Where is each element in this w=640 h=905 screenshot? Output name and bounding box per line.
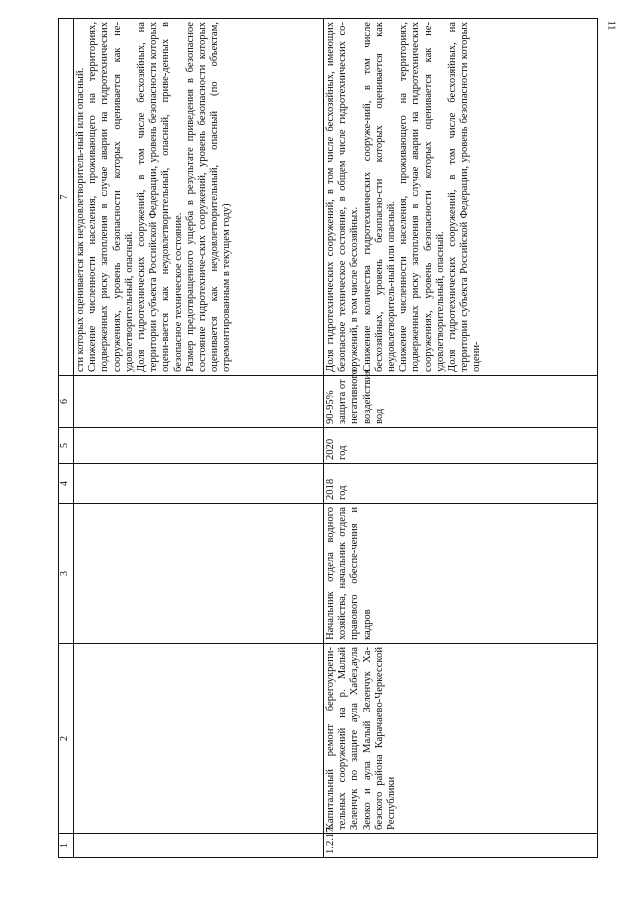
cell-name: Капитальный ремонт берегоукрепи-тельных сооружений на р. Малый Зеленчук по защите аула Хабез,аула Зеюко и аула Малый Зеленчук Ха-безского района Карачаево-Черкесской Республики (324, 644, 598, 834)
cell-start: 2018 год (324, 464, 598, 504)
cell-number: 1.2.17. (324, 834, 598, 858)
cell-start (74, 464, 324, 504)
indicator-text: Снижение численности населения, проживающего на территориях, подверженных риску затопления в случае аварии на гидротехнических сооружениях, уровень безопасности которых оценивается как не-удовлетворительный, опасный. (87, 22, 135, 372)
header-row (59, 19, 74, 858)
cell-name (74, 644, 324, 834)
indicator-text: Размер предотвращенного ущерба в результате приведения в безопасное состояние гидротехниче-ских сооружений, уровень безопасности которых оценивается как неудовлетворительный, опасный (по объектам, отремонтированным в текущем году) (184, 22, 233, 372)
header-col-6: 6 (59, 376, 74, 428)
cell-responsible: Начальник отдела водного хозяйства, начальник отдела правового обеспе-чения и кадров (324, 504, 598, 644)
cell-result (74, 376, 324, 428)
indicator-text: Снижение численности населения, проживающего на территориях, подверженных риску затопления в случае аварии на гидротехнических сооружениях, уровень безопасности которых оценивается как не-удовлетворительный, опасный. (398, 22, 446, 372)
indicator-text: сти которых оценивается как неудовлетворитель-ный или опасный. (75, 67, 86, 372)
page-number: 11 (605, 20, 617, 31)
header-col-3: 3 (59, 504, 74, 644)
indicator-text: Доля гидротехнических сооружений, в том числе бесхозяйных, на территории субъекта Российской Федерации, уровень безопасности которых оцени-вается как неудовлетворительный, опасный, приве-денных в безопасное техническое состояние. (136, 22, 184, 372)
table-row (74, 19, 324, 858)
cell-end (74, 428, 324, 464)
rotated-page (58, 18, 598, 858)
indicator-text: Доля гидротехнических сооружений, в том числе бесхозяйных, имеющих безопасное техническое состояние, в общем числе гидротехнических со-оружений, в том числе бесхозяйных. (325, 22, 361, 372)
cell-responsible (74, 504, 324, 644)
indicator-text: Доля гидротехнических сооружений, в том числе бесхозяйных, на территории субъекта Российской Федерации, уровень безопасности которых оцени- (447, 22, 483, 372)
cell-indicators (74, 19, 324, 376)
indicator-text: Снижение количества гидротехнических сооруже-ний, в том числе бесхозяйных, уровень безопасно-сти которых оценивается как неудовлетворитель-ный или опасный. (361, 22, 398, 372)
cell-number (74, 834, 324, 858)
cell-indicators (324, 19, 598, 376)
header-col-4: 4 (59, 464, 74, 504)
cell-end: 2020 год (324, 428, 598, 464)
program-table (58, 18, 598, 858)
cell-result: 90-95% защита от негативного воздействия вод (324, 376, 598, 428)
header-col-7: 7 (59, 19, 74, 376)
table-row (324, 19, 598, 858)
header-col-5: 5 (59, 428, 74, 464)
header-col-2: 2 (59, 644, 74, 834)
header-col-1: 1 (59, 834, 74, 858)
